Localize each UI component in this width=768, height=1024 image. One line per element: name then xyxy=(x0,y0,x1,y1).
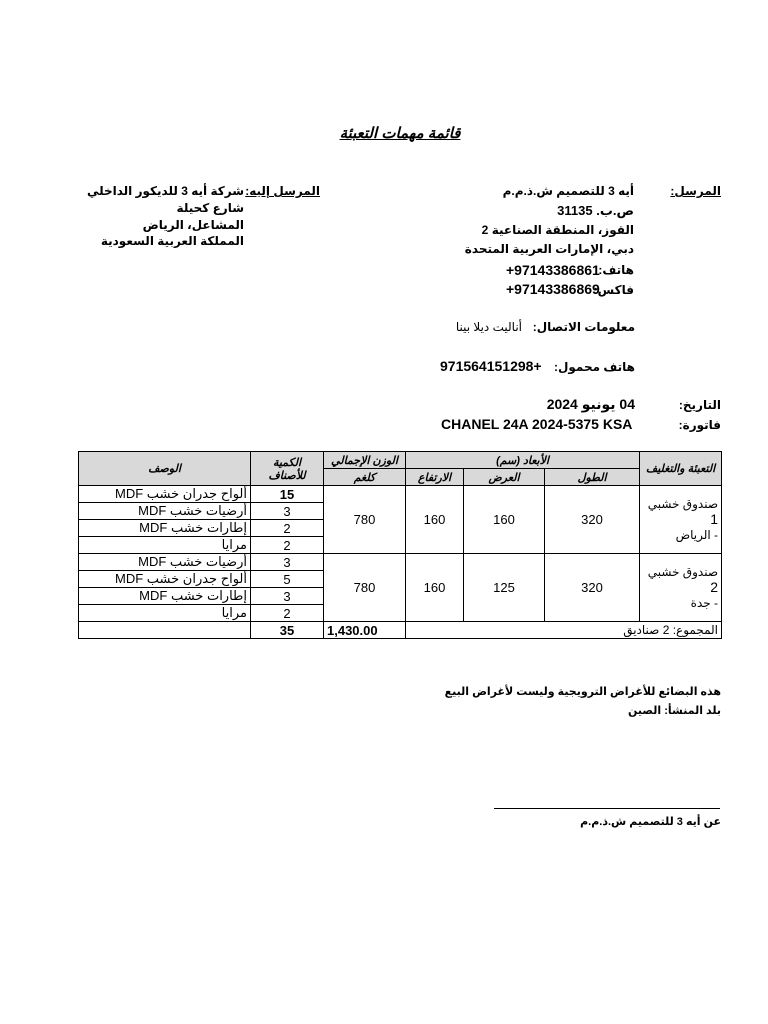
box-2-name: صندوق خشبي xyxy=(647,564,719,579)
header-width: العرض xyxy=(464,469,545,486)
item-qty: 5 xyxy=(251,571,324,588)
box-2-width: 125 xyxy=(464,554,545,622)
item-description: إطارات خشب MDF xyxy=(79,520,251,537)
sender-label: المرسل: xyxy=(670,184,721,198)
item-qty: 2 xyxy=(251,520,324,537)
recipient-label: المرسل إليه: xyxy=(245,184,320,198)
box-1-height: 160 xyxy=(406,486,464,554)
invoice-label: فاتورة: xyxy=(678,418,721,432)
item-qty: 2 xyxy=(251,605,324,622)
box-2-cell xyxy=(640,554,722,622)
signature-text: عن أيه 3 للتصميم ش.ذ.م.م xyxy=(580,816,721,828)
box-2-city: - جدة xyxy=(690,595,719,610)
box-1-city: - الرياض xyxy=(675,527,719,542)
item-description: إطارات خشب MDF xyxy=(79,588,251,605)
contact-label: معلومات الاتصال: xyxy=(532,320,635,334)
item-qty: 15 xyxy=(251,486,324,503)
total-qty: 35 xyxy=(251,622,324,639)
header-dimensions: الأبعاد (سم) xyxy=(406,452,640,469)
header-length: الطول xyxy=(545,469,640,486)
sender-phone-label: هاتف: xyxy=(598,263,634,277)
header-height: الارتفاع xyxy=(406,469,464,486)
item-description: أرضيات خشب MDF xyxy=(79,554,251,571)
contact-value: أناليت ديلا بينا xyxy=(455,320,522,334)
total-empty-cell xyxy=(79,622,251,639)
box-2-height: 160 xyxy=(406,554,464,622)
recipient-line-4: المملكة العربية السعودية xyxy=(100,234,244,248)
header-qty: الكمية للأصناف xyxy=(251,452,324,486)
box-1-name: صندوق خشبي xyxy=(647,496,719,511)
header-packing: التعبئة والتغليف xyxy=(640,452,722,486)
sender-fax-label: فاكس: xyxy=(593,283,634,297)
signature-line xyxy=(494,808,720,809)
mobile-value: 971564151298+ xyxy=(440,358,542,374)
sender-line-3: القوز، المنطقة الصناعية 2 xyxy=(481,223,634,237)
item-description: ألواح جدران خشب MDF xyxy=(79,571,251,588)
box-2-weight: 780 xyxy=(324,554,406,622)
sender-phone: +97143386861 xyxy=(506,262,600,278)
total-label: المجموع: 2 صناديق xyxy=(406,622,722,639)
recipient-line-2: شارع كحيلة xyxy=(176,201,244,215)
item-description: مرايا xyxy=(79,537,251,554)
box-1-length: 320 xyxy=(545,486,640,554)
mobile-label: هاتف محمول: xyxy=(553,360,635,374)
sender-line-1: أيه 3 للتصميم ش.ذ.م.م xyxy=(502,184,634,198)
table-row xyxy=(79,554,722,571)
date-label: التاريخ: xyxy=(678,398,721,412)
box-1-number: 1 xyxy=(710,510,719,527)
item-description: ألواح جدران خشب MDF xyxy=(79,486,251,503)
recipient-line-1: شركة أيه 3 للديكور الداخلي xyxy=(86,184,244,198)
recipient-line-3: المشاعل، الرياض xyxy=(142,218,244,232)
header-gross-weight: الوزن الإجمالي xyxy=(324,452,406,469)
item-qty: 3 xyxy=(251,588,324,605)
item-qty: 2 xyxy=(251,537,324,554)
table-header-row xyxy=(79,452,722,469)
box-1-width: 160 xyxy=(464,486,545,554)
box-1-cell xyxy=(640,486,722,554)
invoice-value: CHANEL 24A 2024-5375 KSA xyxy=(441,416,633,432)
sender-line-2: ص.ب. 31135 xyxy=(557,203,634,218)
item-description: أرضيات خشب MDF xyxy=(79,503,251,520)
item-qty: 3 xyxy=(251,554,324,571)
table-total-row xyxy=(79,622,722,639)
document-title: قائمة مهمات التعبئة xyxy=(339,125,461,142)
item-qty: 3 xyxy=(251,503,324,520)
box-1-weight: 780 xyxy=(324,486,406,554)
box-2-length: 320 xyxy=(545,554,640,622)
item-description: مرايا xyxy=(79,605,251,622)
note-origin: بلد المنشأ: الصين xyxy=(628,705,721,717)
packing-table xyxy=(78,451,722,639)
total-weight: 1,430.00 xyxy=(324,622,406,639)
note-promotional: هذه البضائع للأغراض الترويجية وليست لأغراض البيع xyxy=(444,686,721,698)
table-row xyxy=(79,486,722,503)
sender-line-4: دبي، الإمارات العربية المتحدة xyxy=(464,242,634,256)
header-kg: كلغم xyxy=(324,469,406,486)
header-description: الوصف xyxy=(79,452,251,486)
sender-fax: +97143386869 xyxy=(506,281,600,297)
box-2-number: 2 xyxy=(710,578,719,595)
date-value: 04 يونيو 2024 xyxy=(546,396,635,412)
